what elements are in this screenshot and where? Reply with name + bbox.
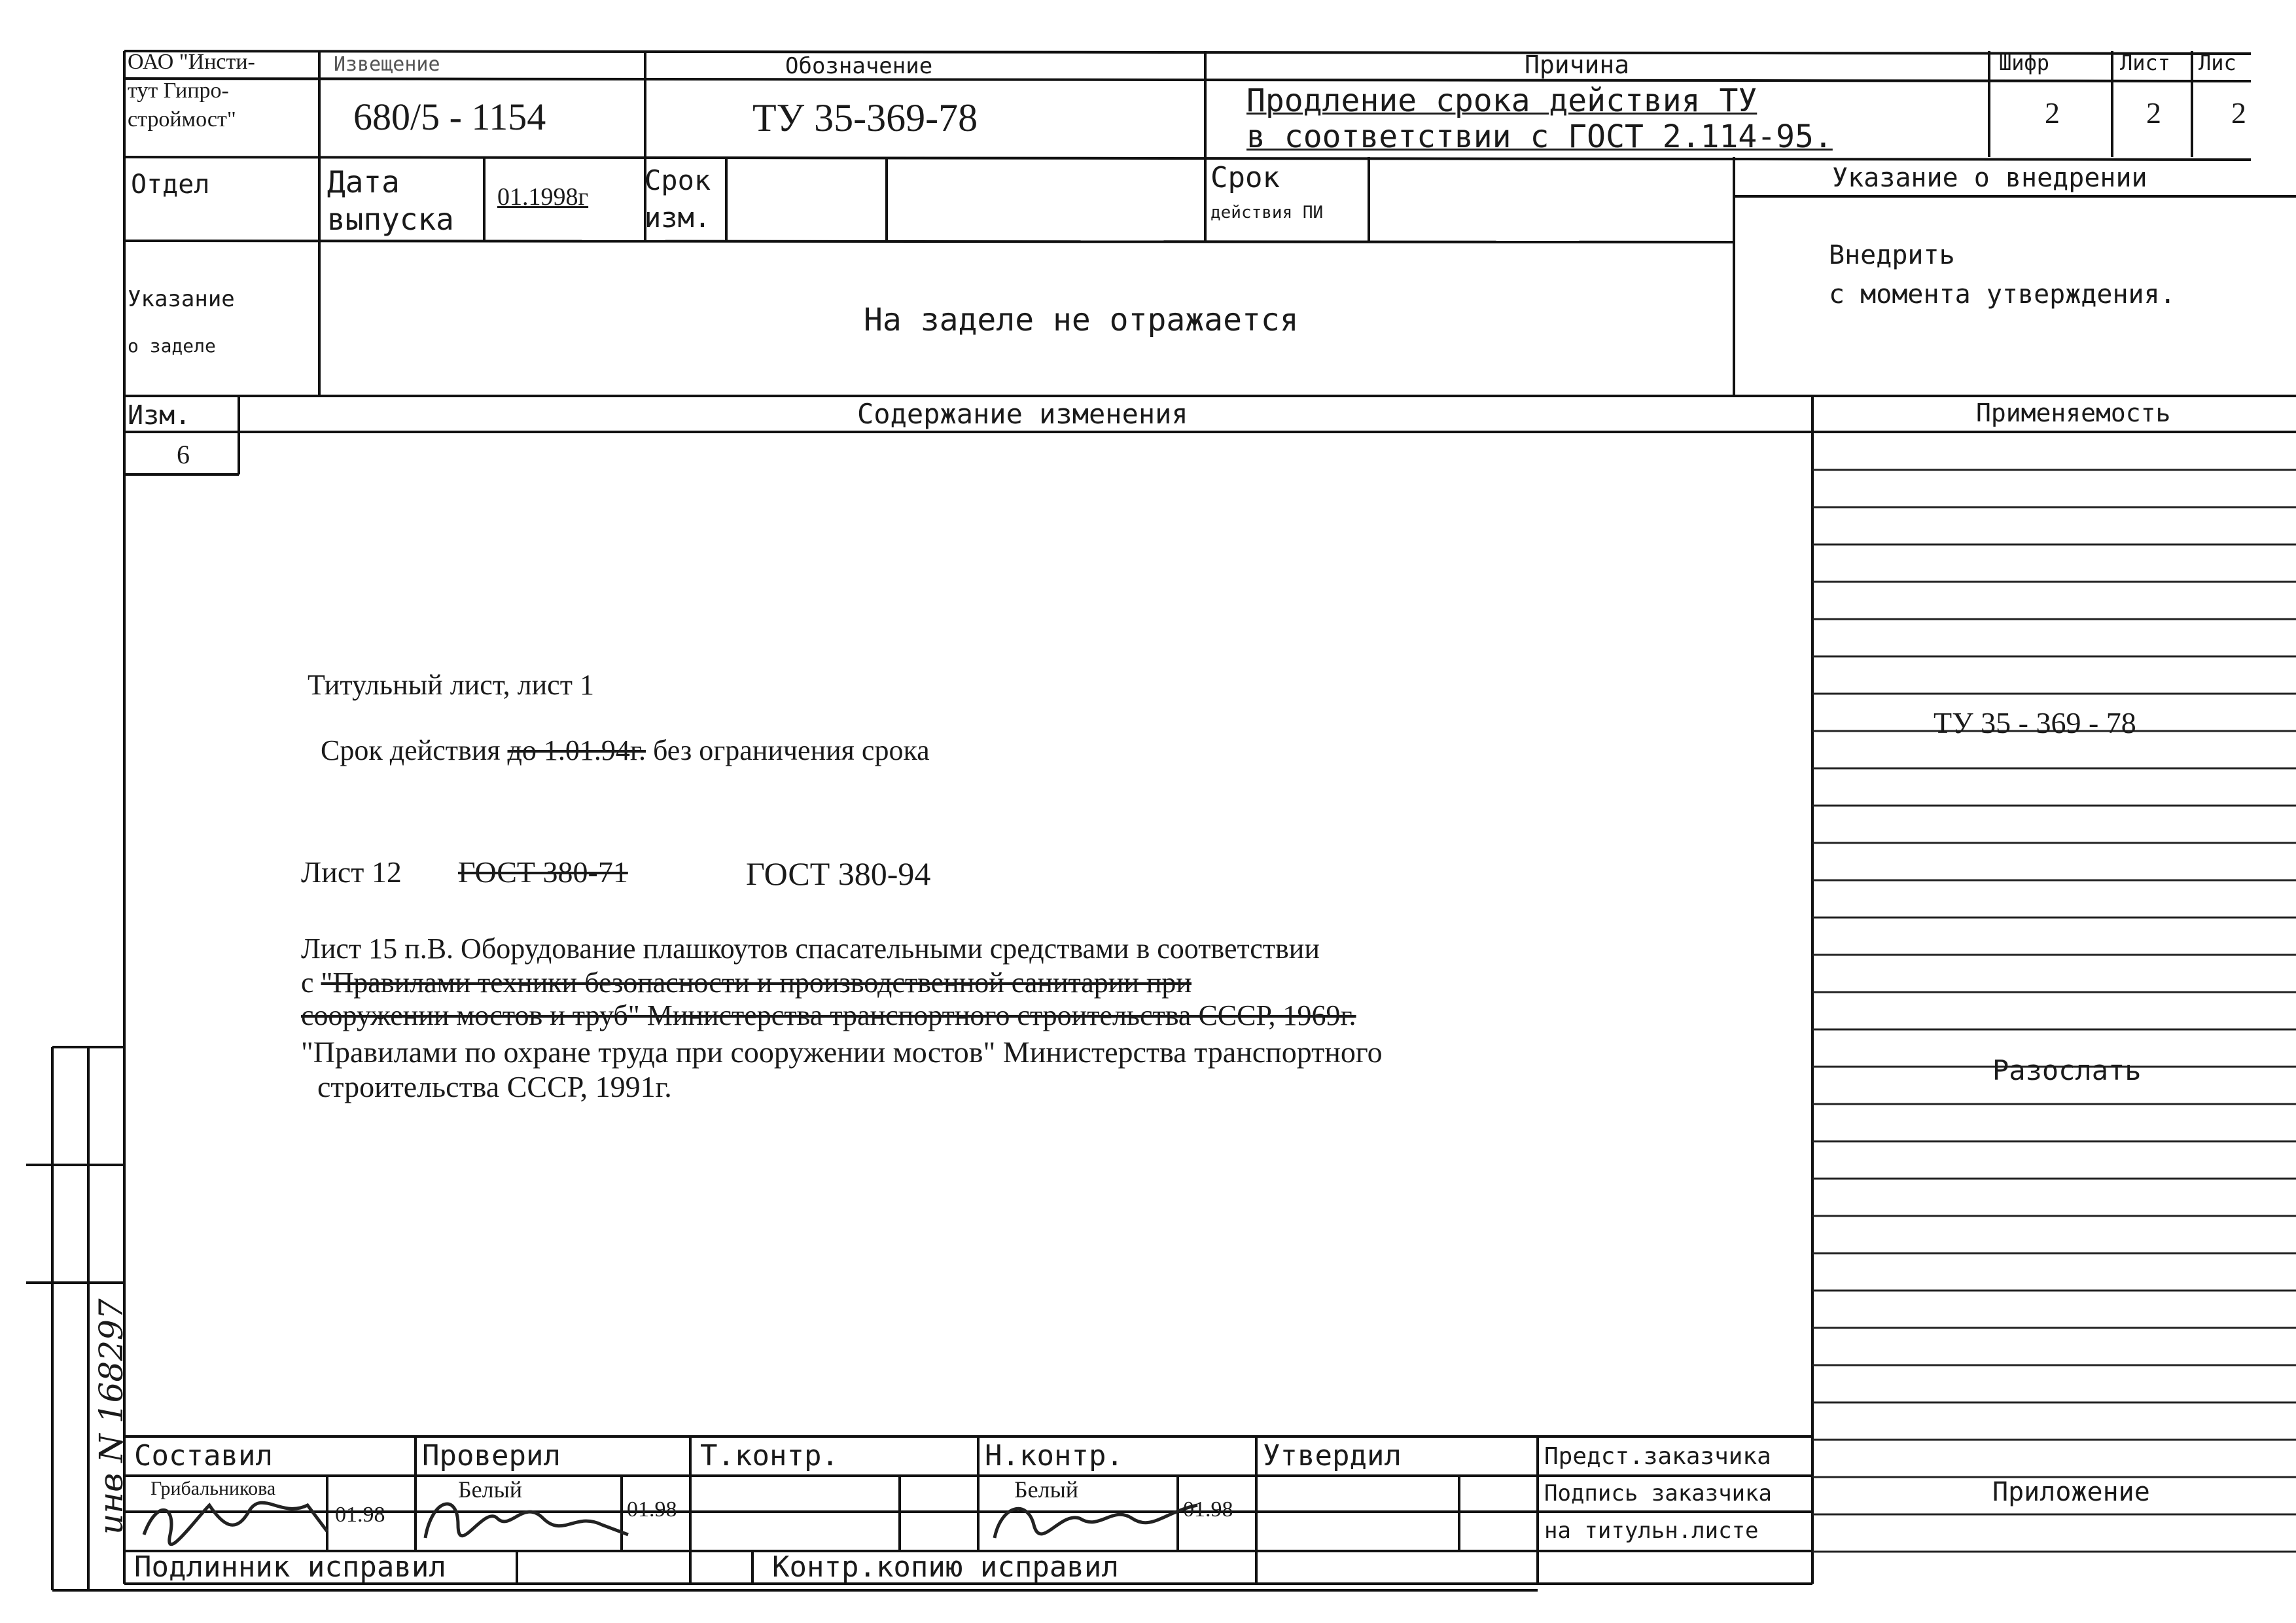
- sheet15-line2: [301, 969, 1192, 997]
- signature-ncontrol: [995, 1505, 1197, 1538]
- ncontrol-name: Белый: [1014, 1476, 1079, 1503]
- title-sheet-line: Титульный лист, лист 1: [308, 669, 594, 701]
- cipher-value: 2: [2045, 96, 2060, 130]
- implementation-label: Указание о внедрении: [1832, 163, 2147, 193]
- sheet12-struck: ГОСТ 380-71: [458, 855, 628, 889]
- change-term-label-line1: Срок: [645, 164, 711, 196]
- org-name-line2: тут Гипро-: [128, 79, 229, 103]
- signature-checked: [425, 1504, 628, 1538]
- issue-date-label-line1: Дата: [327, 164, 400, 200]
- sheet15-line5: строительства СССР, 1991г.: [317, 1070, 672, 1103]
- distribute-label: Разослать: [1992, 1054, 2142, 1086]
- applicability-label: Применяемость: [1976, 399, 2171, 427]
- issue-date-value: 01.1998г: [497, 183, 589, 211]
- reason-text-line2: в соответствии с ГОСТ 2.114-95.: [1246, 118, 1833, 155]
- reason-label: Причина: [1525, 50, 1630, 79]
- dept-label: Отдел: [131, 169, 210, 200]
- sheet12-label: Лист 12: [301, 855, 402, 889]
- sheet-value: 2: [2146, 96, 2161, 130]
- org-name-line1: ОАО "Инсти-: [128, 50, 255, 74]
- org-name-line3: строймост": [128, 107, 236, 132]
- change-number: 6: [177, 440, 190, 469]
- implementation-text-line1: Внедрить: [1829, 240, 1955, 270]
- implementation-text-line2: с момента утверждения.: [1829, 279, 2176, 310]
- validity-line: [321, 736, 930, 765]
- change-term-label-line2: изм.: [645, 202, 711, 234]
- backlog-text: На заделе не отражается: [864, 302, 1299, 338]
- change-label: Изм.: [128, 401, 191, 431]
- customer-rep-label: Предст.заказчика: [1544, 1443, 1771, 1470]
- compiled-name: Грибальникова: [150, 1478, 276, 1499]
- designation-value: ТУ 35-369-78: [752, 96, 978, 139]
- copy-fixed-label: Контр.копию исправил: [772, 1550, 1119, 1584]
- validity-label-line1: Срок: [1210, 161, 1280, 194]
- compiled-date: 01.98: [335, 1503, 385, 1527]
- checked-name: Белый: [458, 1476, 523, 1503]
- customer-sign-label-line1: Подпись заказчика: [1544, 1480, 1772, 1507]
- doc-number-value: 680/5 - 1154: [353, 96, 546, 138]
- validity-new: без ограничения срока: [653, 734, 930, 766]
- sheet15-line4: "Правилами по охране труда при сооружении мостов" Министерства транспортного: [301, 1035, 1383, 1069]
- sheet15-line3-struck: сооружении мостов и труб" Министерства транспортного строительства СССР, 1969г.: [301, 999, 1356, 1031]
- backlog-label-line1: Указание: [128, 286, 235, 312]
- sheet15-line1: Лист 15 п.В. Оборудование плашкоутов спасательными средствами в соответствии: [301, 933, 1320, 965]
- applicability-value: ТУ 35 - 369 - 78: [1934, 706, 2136, 740]
- content-label: Содержание изменения: [857, 398, 1188, 430]
- sheet-label: Лист: [2120, 50, 2171, 75]
- designation-label: Обозначение: [785, 53, 933, 79]
- original-fixed-label: Подлинник исправил: [134, 1550, 446, 1584]
- cipher-label: Шифр: [1999, 50, 2050, 75]
- validity-prefix: Срок действия: [321, 734, 501, 766]
- sheets-label: Лис: [2199, 50, 2236, 75]
- appendix-label: Приложение: [1992, 1477, 2150, 1507]
- validity-struck: до 1.01.94г.: [507, 734, 646, 766]
- doc-number-label: Извещение: [334, 53, 440, 76]
- signature-compiled: [144, 1503, 327, 1544]
- backlog-label-line2: о заделе: [128, 335, 216, 357]
- checked-label: Проверил: [422, 1439, 561, 1472]
- validity-label-line2: действия ПИ: [1210, 203, 1324, 223]
- ncontrol-date: 01.98: [1183, 1497, 1233, 1522]
- approved-label: Утвердил: [1263, 1439, 1402, 1472]
- compiled-label: Составил: [134, 1439, 273, 1472]
- sheet15-line2-struck: "Правилами техники безопасности и производственной санитарии при: [321, 967, 1192, 999]
- sheets-value: 2: [2231, 96, 2246, 130]
- sheet15-line2-prefix: с: [301, 967, 314, 999]
- sheet12-new: ГОСТ 380-94: [746, 855, 931, 892]
- reason-text-line1: Продление срока действия ТУ: [1246, 82, 1757, 119]
- customer-sign-label-line2: на титульн.листе: [1544, 1518, 1759, 1544]
- issue-date-label-line2: выпуска: [327, 202, 454, 237]
- ncontrol-label: Н.контр.: [985, 1439, 1123, 1472]
- checked-date: 01.98: [627, 1497, 677, 1522]
- inventory-number: инв N 168297: [92, 1298, 130, 1535]
- tcontrol-label: Т.контр.: [700, 1439, 839, 1472]
